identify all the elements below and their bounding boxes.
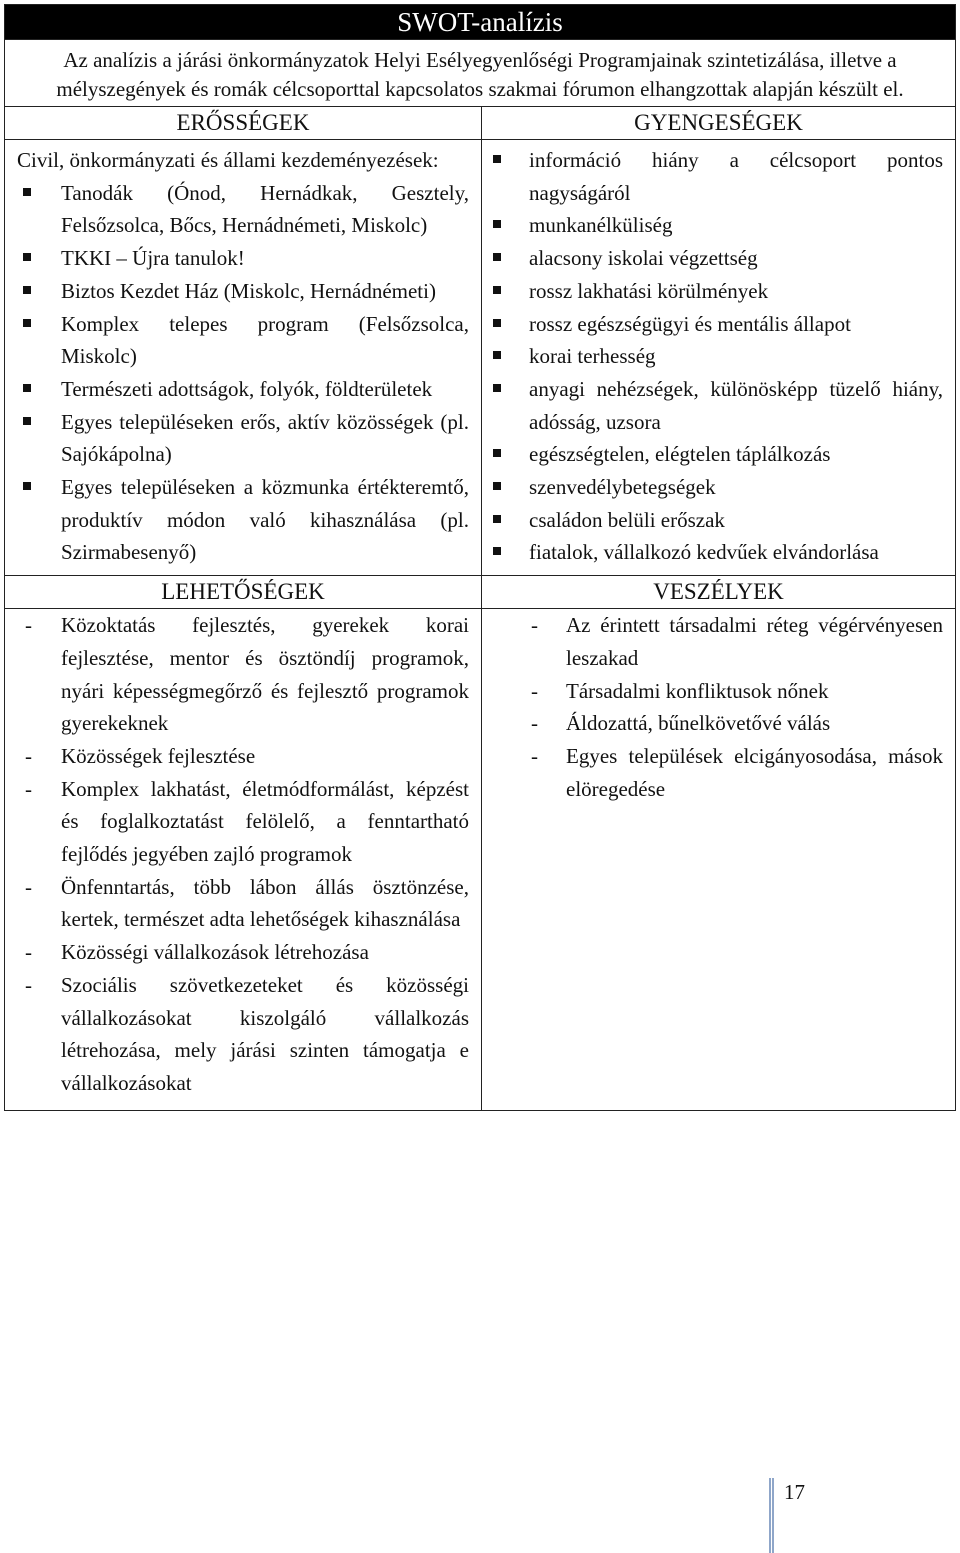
opportunities-heading: LEHETŐSÉGEK (5, 576, 482, 609)
list-item: rossz lakhatási körülmények (529, 275, 943, 308)
swot-title: SWOT-analízis (5, 5, 956, 40)
list-item: - Az érintett társadalmi réteg végérvényesen leszakad (566, 609, 943, 674)
list-item: anyagi nehézségek, különösképp tüzelő hiány, adósság, uzsora (529, 373, 943, 438)
list-item: - Közösségek fejlesztése (61, 740, 469, 773)
list-item: - Áldozattá, bűnelkövetővé válás (566, 707, 943, 740)
list-item: - Egyes települések elcigányosodása, mások elöregedése (566, 740, 943, 805)
strengths-lead: Civil, önkormányzati és állami kezdeményezések: (17, 148, 439, 172)
threats-heading: VESZÉLYEK (482, 576, 956, 609)
list-item: alacsony iskolai végzettség (529, 242, 943, 275)
strengths-cell (5, 140, 482, 576)
opportunities-list (5, 609, 481, 1110)
list-item: - Önfenntartás, több lábon állás ösztönzése, kertek, természet adta lehetőségek kihasználása (61, 871, 469, 936)
list-item: szenvedélybetegségek (529, 471, 943, 504)
list-item: - Közösségi vállalkozások létrehozása (61, 936, 469, 969)
weaknesses-list (482, 144, 955, 575)
strengths-heading: ERŐSSÉGEK (5, 107, 482, 140)
list-item: Biztos Kezdet Ház (Miskolc, Hernádnémeti) (61, 275, 469, 308)
weaknesses-cell (482, 140, 956, 576)
swot-table (4, 4, 956, 1111)
list-item: Egyes településeken a közmunka értékteremtő, produktív módon való kihasználása (pl. Szirmabesenyő) (61, 471, 469, 569)
threats-list (482, 609, 955, 815)
list-item: fiatalok, vállalkozó kedvűek elvándorlása (529, 536, 943, 569)
page-number: 17 (784, 1480, 805, 1504)
list-item: - Komplex lakhatást, életmódformálást, képzést és foglalkoztatást felölelő, a fenntartható fejlődés jegyében zajló programok (61, 773, 469, 871)
list-item: Egyes településeken erős, aktív közösségek (pl. Sajókápolna) (61, 406, 469, 471)
list-item: TKKI – Újra tanulok! (61, 242, 469, 275)
list-item: információ hiány a célcsoport pontos nagyságáról (529, 144, 943, 209)
list-item: - Szociális szövetkezeteket és közösségi vállalkozásokat kiszolgáló vállalkozás létrehozása, mely járási szinten támogatja e vállalkozásokat (61, 969, 469, 1100)
intro-text: Az analízis a járási önkormányzatok Helyi Esélyegyenlőségi Programjainak szintetizálása, illetve a mélyszegények és romák célcsoporttal kapcsolatos szakmai fórumon elhangzottak alapján készült el. (5, 40, 956, 107)
list-item: egészségtelen, elégtelen táplálkozás (529, 438, 943, 471)
threats-cell (482, 609, 956, 1111)
list-item: családon belüli erőszak (529, 504, 943, 537)
list-item: rossz egészségügyi és mentális állapot (529, 308, 943, 341)
strengths-list (5, 177, 481, 575)
list-item: Tanodák (Ónod, Hernádkak, Gesztely, Felsőzsolca, Bőcs, Hernádnémeti, Miskolc) (61, 177, 469, 242)
footer-divider (769, 1478, 774, 1553)
list-item: Természeti adottságok, folyók, földterületek (61, 373, 469, 406)
weaknesses-heading: GYENGESÉGEK (482, 107, 956, 140)
opportunities-cell (5, 609, 482, 1111)
list-item: - Társadalmi konfliktusok nőnek (566, 675, 943, 708)
list-item: munkanélküliség (529, 209, 943, 242)
list-item: - Közoktatás fejlesztés, gyerekek korai fejlesztése, mentor és ösztöndíj programok, nyári képességmegőrző és fejlesztő programok gyerekeknek (61, 609, 469, 740)
list-item: korai terhesség (529, 340, 943, 373)
list-item: Komplex telepes program (Felsőzsolca, Miskolc) (61, 308, 469, 373)
